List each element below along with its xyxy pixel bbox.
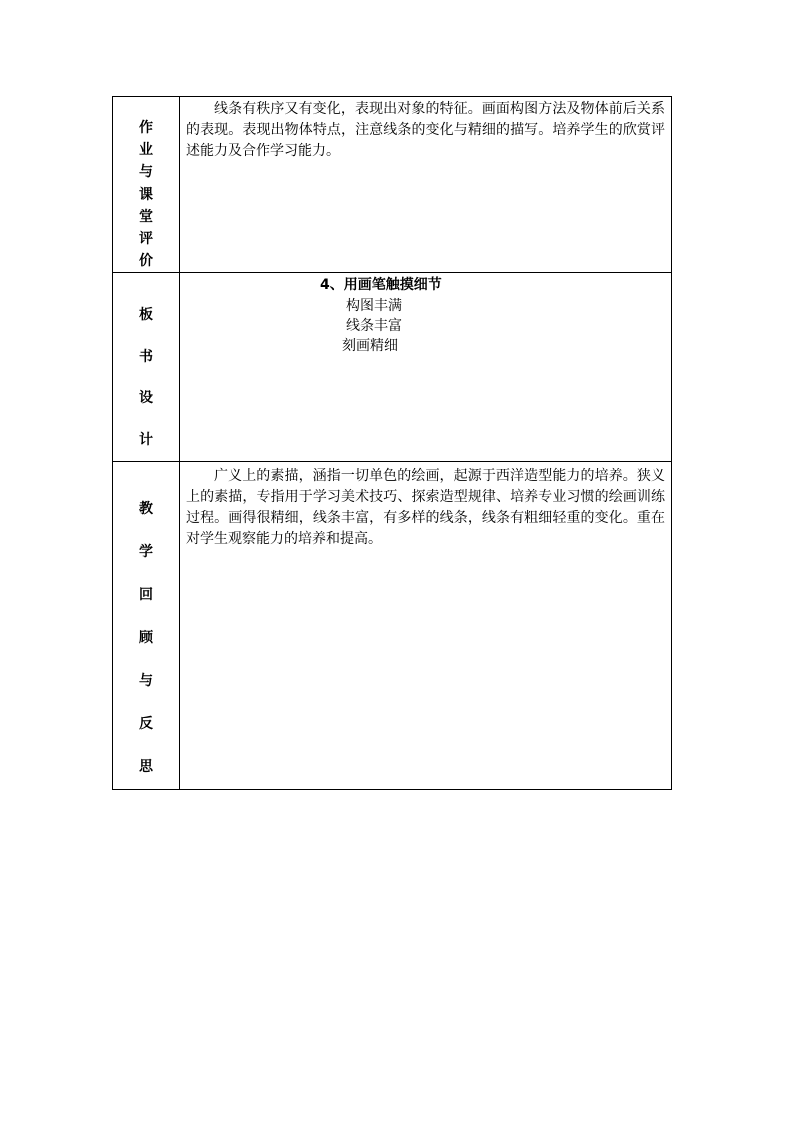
homework-evaluation-text: 线条有秩序又有变化，表现出对象的特征。画面构图方法及物体前后关系的表现。表现出物体特点，注意线条的变化与精细的描写。培养学生的欣赏评述能力及合作学习能力。	[186, 101, 665, 159]
label-char: 思	[139, 759, 153, 776]
label-char: 回	[139, 587, 153, 604]
label-char: 堂	[139, 208, 153, 225]
label-char: 顾	[139, 630, 153, 647]
lesson-plan-table	[112, 96, 672, 790]
label-char: 教	[139, 501, 153, 518]
label-char: 与	[139, 673, 153, 690]
label-char: 评	[139, 231, 153, 248]
teaching-reflection-label	[113, 462, 180, 790]
label-char: 课	[139, 186, 153, 203]
label-char: 板	[139, 307, 153, 324]
label-char: 设	[139, 390, 153, 407]
board-design-label	[113, 273, 180, 462]
board-title: 4、用画笔触摸细节	[320, 277, 442, 294]
homework-evaluation-row	[113, 97, 672, 273]
board-design-row	[113, 273, 672, 462]
label-char: 计	[139, 431, 153, 448]
homework-evaluation-content	[180, 97, 672, 273]
label-char: 作	[139, 120, 153, 136]
teaching-reflection-content	[180, 462, 672, 790]
board-line: 线条丰富	[346, 318, 402, 335]
label-char: 价	[139, 253, 153, 270]
label-char: 业	[139, 142, 153, 159]
homework-evaluation-label	[113, 97, 180, 273]
board-design-content	[180, 273, 672, 462]
teaching-reflection-row	[113, 462, 672, 790]
label-char: 反	[139, 716, 153, 733]
label-char: 学	[139, 544, 153, 561]
board-line: 构图丰满	[346, 298, 402, 315]
board-line: 刻画精细	[342, 338, 398, 355]
label-char: 与	[139, 164, 153, 181]
label-char: 书	[139, 348, 153, 365]
teaching-reflection-text: 广义上的素描，涵指一切单色的绘画，起源于西洋造型能力的培养。狭义上的素描，专指用于学习美术技巧、探索造型规律、培养专业习惯的绘画训练过程。画得很精细，线条丰富，有多样的线条，线条有粗细轻重的变化。重在对学生观察能力的培养和提高。	[186, 468, 665, 548]
